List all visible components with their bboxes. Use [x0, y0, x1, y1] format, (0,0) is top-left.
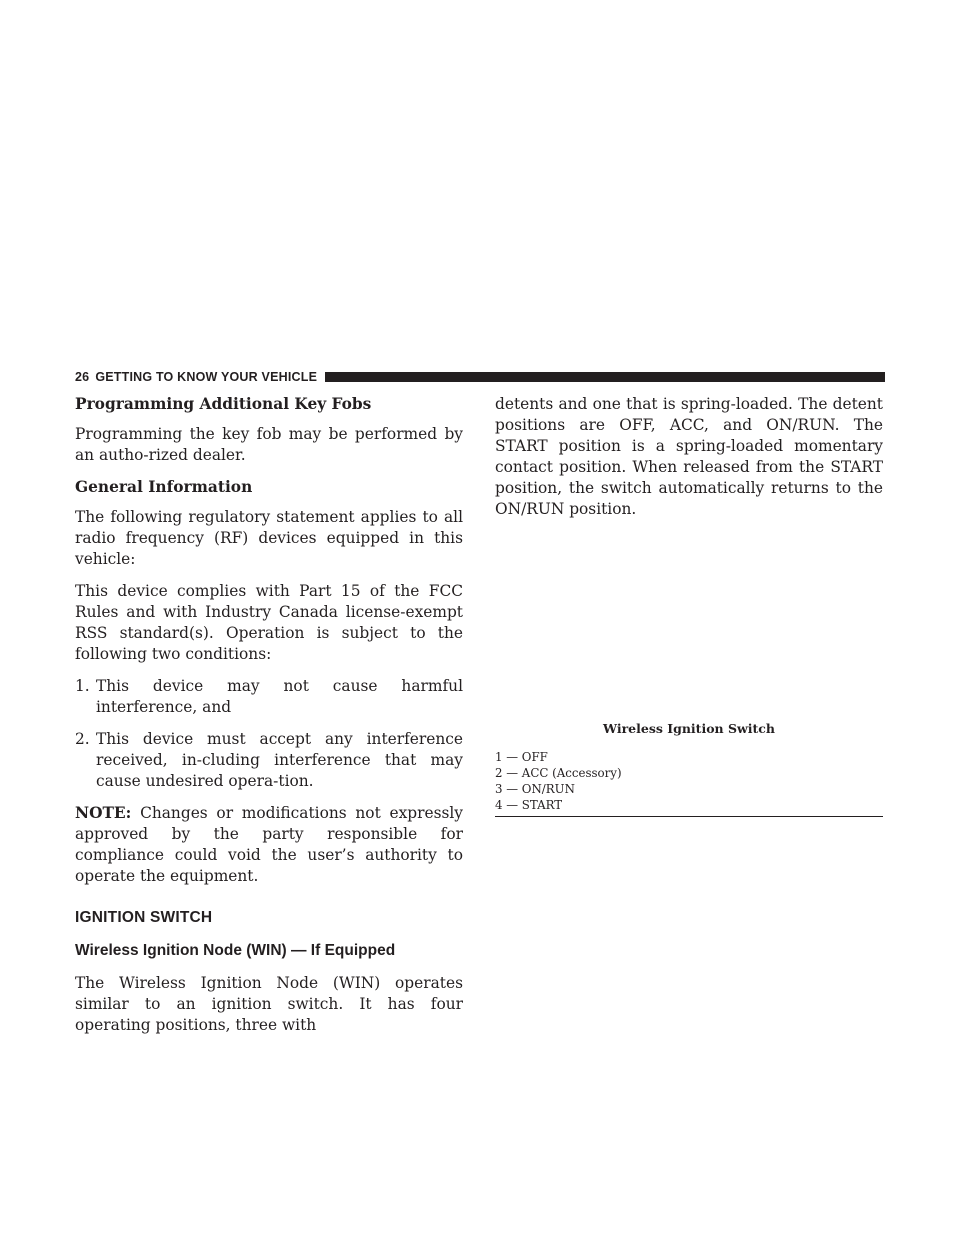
page-number: 26 [75, 370, 90, 384]
ignition-switch-heading: IGNITION SWITCH [75, 909, 213, 926]
list-item-text: This device must accept any interference received, in-cluding interference that may cause undesired opera-tion. [96, 730, 463, 790]
right-column [495, 394, 883, 531]
figure-legend [495, 749, 883, 813]
conditions-list [75, 676, 463, 792]
general-information-heading: General Information [75, 478, 253, 496]
legend-item: 4 — START [495, 798, 563, 812]
legend-item: 2 — ACC (Accessory) [495, 766, 622, 780]
general-information-paragraph: The following regulatory statement applies to all radio frequency (RF) devices equipped in this vehicle: [75, 508, 463, 568]
continued-paragraph: detents and one that is spring-loaded. The detent positions are OFF, ACC, and ON/RUN. The START position is a spring-loaded momentary contact position. When released from the START position, the switch automatically returns to the ON/RUN position. [495, 395, 883, 518]
page-header [75, 370, 885, 384]
list-item [75, 676, 463, 718]
figure-caption: Wireless Ignition Switch [603, 721, 775, 736]
list-item [75, 729, 463, 792]
note-paragraph [75, 803, 463, 887]
legend-item: 3 — ON/RUN [495, 782, 575, 796]
programming-heading: Programming Additional Key Fobs [75, 395, 372, 413]
list-item-text: This device may not cause harmful interference, and [96, 677, 463, 716]
header-rule [325, 372, 885, 382]
legend-rule [495, 816, 883, 817]
win-heading: Wireless Ignition Node (WIN) — If Equipped [75, 942, 396, 959]
note-text: Changes or modifications not expressly approved by the party responsible for compliance could void the user’s authority to operate the equipment. [75, 804, 463, 885]
note-label: NOTE: [75, 804, 132, 822]
compliance-paragraph: This device complies with Part 15 of the FCC Rules and with Industry Canada license-exempt RSS standard(s). Operation is subject to the following two conditions: [75, 582, 463, 663]
legend-item: 1 — OFF [495, 750, 548, 764]
figure-block [495, 721, 883, 817]
list-item-number: 1. [75, 677, 90, 695]
programming-paragraph: Programming the key fob may be performed by an autho-rized dealer. [75, 425, 463, 464]
section-title: GETTING TO KNOW YOUR VEHICLE [95, 370, 318, 384]
left-column [75, 394, 463, 1047]
list-item-number: 2. [75, 730, 90, 748]
win-paragraph: The Wireless Ignition Node (WIN) operates similar to an ignition switch. It has four operating positions, three with [75, 974, 463, 1034]
